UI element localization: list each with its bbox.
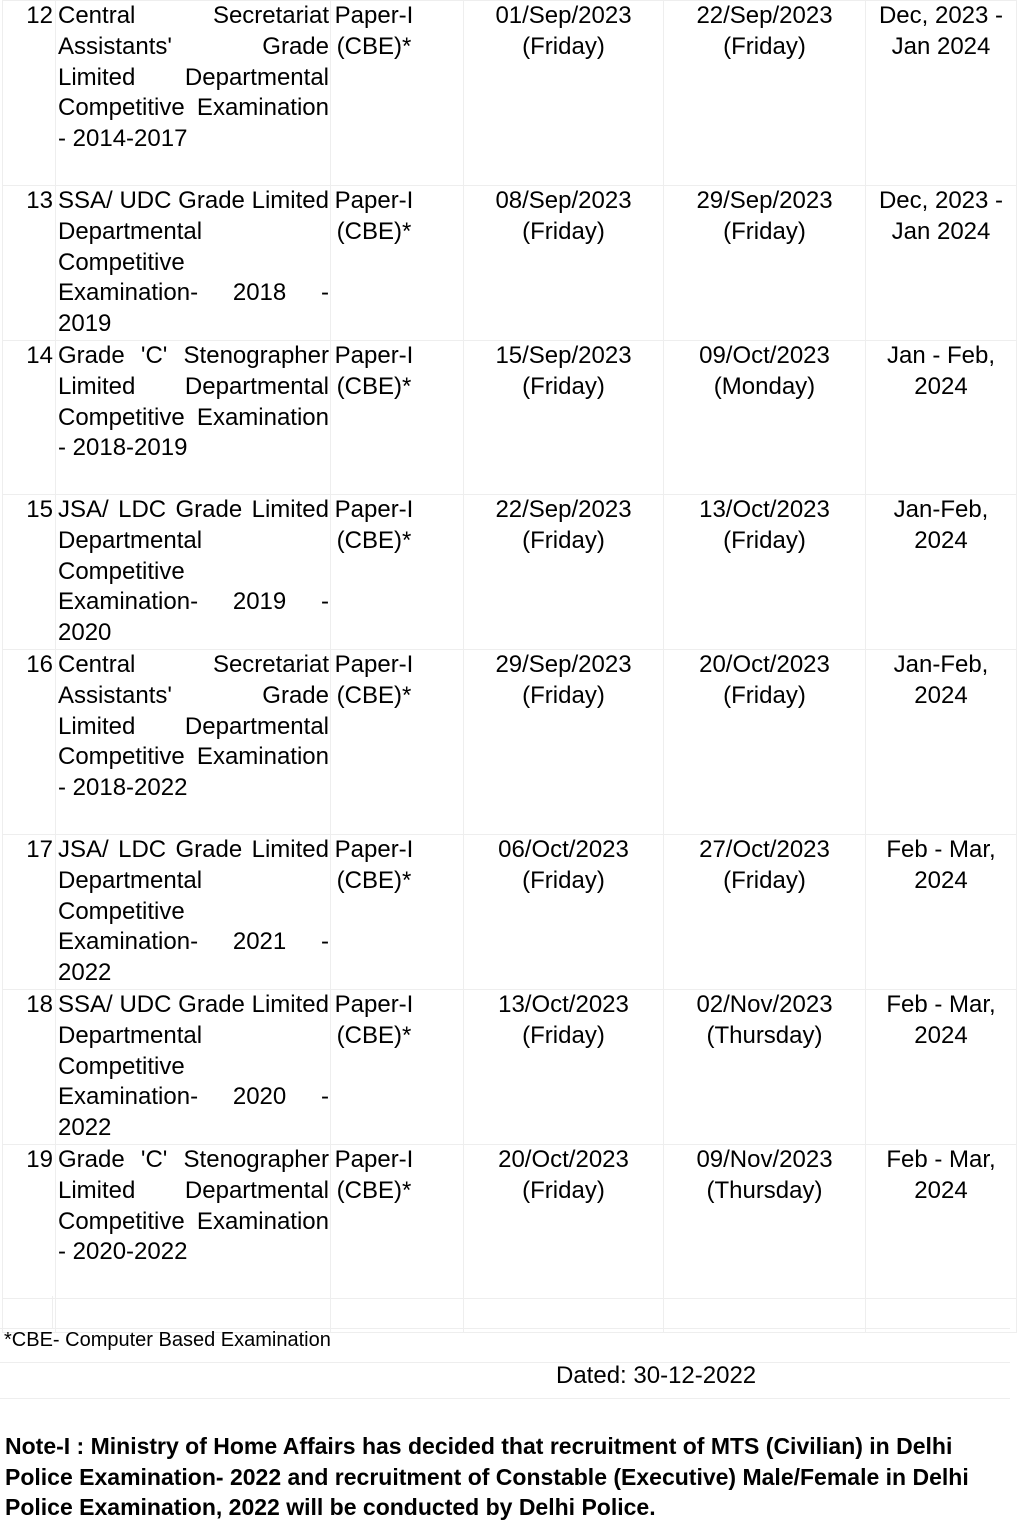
date-weekday: (Friday) [522,372,605,400]
serial-number: 17 [3,834,56,989]
paper-cell [331,1144,464,1298]
paper-mode: (CBE)* [336,866,412,894]
serial-number: 15 [3,494,56,649]
date-weekday: (Thursday) [706,1021,823,1049]
paper-mode: (CBE)* [336,1021,412,1049]
exam-year: 2024 [914,866,968,894]
dated-text: Dated: 30-12-2022 [556,1362,757,1389]
exam-name: SSA/ UDC Grade Limited Departmental Competitive Examination- 2018 - 2019 [56,186,331,341]
table-row [3,340,1017,494]
date-value: 09/Oct/2023 [699,341,830,369]
paper-mode: (CBE)* [336,526,412,554]
table-row [3,1144,1017,1298]
date-cell [464,649,664,834]
date-cell [664,989,866,1144]
date-cell [464,340,664,494]
date-weekday: (Friday) [723,866,806,894]
table-row [3,989,1017,1144]
exam-year: 2024 [914,681,968,709]
date-cell [664,340,866,494]
exam-year: Jan 2024 [891,32,991,60]
date-cell [664,186,866,341]
exam-year: 2024 [914,1021,968,1049]
exam-period: Feb - Mar, [886,835,996,863]
exam-year: 2024 [914,526,968,554]
exam-name: Grade 'C' Stenographer Limited Departmental Competitive Examination - 2018-2019 [56,340,331,494]
date-value: 09/Nov/2023 [696,1145,833,1173]
date-cell [664,1,866,186]
date-value: 02/Nov/2023 [696,990,833,1018]
schedule-rows [3,1,1017,1333]
date-weekday: (Friday) [723,526,806,554]
date-weekday: (Friday) [522,1021,605,1049]
date-cell [664,494,866,649]
note-paragraph: Note-I : Ministry of Home Affairs has decided that recruitment of MTS (Civilian) in Delhi Police Examination- 2022 and recruitment of Constable (Executive) Male/Female in Delhi Police Examination, 2022 will be conducted by Delhi Police. [5,1433,969,1520]
date-weekday: (Friday) [522,217,605,245]
serial-number: 19 [3,1144,56,1298]
date-value: 20/Oct/2023 [699,650,830,678]
exam-period-cell [866,340,1017,494]
exam-period-cell [866,1,1017,186]
date-cell [664,1144,866,1298]
paper-mode: (CBE)* [336,372,412,400]
date-cell [464,1,664,186]
paper-type: Paper-I [334,990,414,1018]
date-weekday: (Monday) [713,372,816,400]
exam-name: JSA/ LDC Grade Limited Departmental Competitive Examination- 2019 - 2020 [56,494,331,649]
paper-cell [331,340,464,494]
date-weekday: (Friday) [522,526,605,554]
divider-line [0,1398,1010,1399]
footnote: *CBE- Computer Based Examination [4,1329,331,1351]
date-cell [464,834,664,989]
date-value: 22/Sep/2023 [696,2,833,29]
paper-cell [331,1,464,186]
exam-name: JSA/ LDC Grade Limited Departmental Competitive Examination- 2021 - 2022 [56,834,331,989]
date-weekday: (Friday) [522,866,605,894]
date-cell [664,834,866,989]
paper-type: Paper-I [334,341,414,369]
paper-cell [331,186,464,341]
exam-name: SSA/ UDC Grade Limited Departmental Competitive Examination- 2020 - 2022 [56,989,331,1144]
exam-period: Jan - Feb, [886,341,996,369]
serial-number: 16 [3,649,56,834]
date-weekday: (Friday) [522,681,605,709]
exam-period-cell [866,834,1017,989]
paper-type: Paper-I [334,187,414,214]
paper-type: Paper-I [334,495,414,523]
table-row [3,1,1017,186]
date-value: 22/Sep/2023 [495,495,632,523]
paper-cell [331,494,464,649]
exam-period: Jan-Feb, [893,650,989,678]
exam-period-cell [866,186,1017,341]
exam-year: 2024 [914,1176,968,1204]
exam-period-cell [866,1144,1017,1298]
date-value: 29/Sep/2023 [696,187,833,214]
paper-type: Paper-I [334,1145,414,1173]
exam-period: Dec, 2023 - [878,187,1004,214]
date-value: 08/Sep/2023 [495,187,632,214]
date-weekday: (Thursday) [706,1176,823,1204]
date-weekday: (Friday) [723,32,806,60]
serial-number: 13 [3,186,56,341]
exam-name: Grade 'C' Stenographer Limited Departmental Competitive Examination - 2020-2022 [56,1144,331,1298]
paper-mode: (CBE)* [336,681,412,709]
date-cell [464,1144,664,1298]
date-weekday: (Friday) [522,1176,605,1204]
date-value: 29/Sep/2023 [495,650,632,678]
table-row [3,494,1017,649]
serial-number: 14 [3,340,56,494]
serial-number: 12 [3,1,56,186]
date-value: 20/Oct/2023 [498,1145,629,1173]
table-row [3,186,1017,341]
exam-period: Jan-Feb, [893,495,989,523]
date-cell [464,494,664,649]
exam-period-cell [866,494,1017,649]
serial-number: 18 [3,989,56,1144]
date-weekday: (Friday) [723,681,806,709]
exam-period: Feb - Mar, [886,990,996,1018]
date-value: 13/Oct/2023 [699,495,830,523]
exam-schedule-table [2,0,1017,1333]
paper-cell [331,989,464,1144]
paper-type: Paper-I [334,2,414,29]
date-value: 13/Oct/2023 [498,990,629,1018]
date-cell [664,649,866,834]
table-row [3,834,1017,989]
exam-period-cell [866,649,1017,834]
paper-mode: (CBE)* [336,1176,412,1204]
date-weekday: (Friday) [522,32,605,60]
date-value: 01/Sep/2023 [495,2,632,29]
divider-line [0,1362,1010,1363]
exam-name: Central Secretariat Assistants' Grade Limited Departmental Competitive Examination - 2018-2022 [56,649,331,834]
exam-year: 2024 [914,372,968,400]
date-cell [464,989,664,1144]
paper-mode: (CBE)* [336,217,412,245]
date-value: 06/Oct/2023 [498,835,629,863]
paper-type: Paper-I [334,650,414,678]
paper-cell [331,834,464,989]
date-value: 15/Sep/2023 [495,341,632,369]
paper-mode: (CBE)* [336,32,412,60]
date-weekday: (Friday) [723,217,806,245]
paper-type: Paper-I [334,835,414,863]
column-divider [52,1296,53,1329]
paper-cell [331,649,464,834]
exam-period-cell [866,989,1017,1144]
date-value: 27/Oct/2023 [699,835,830,863]
table-row [3,649,1017,834]
exam-period: Dec, 2023 - [878,2,1004,29]
date-cell [464,186,664,341]
exam-name: Central Secretariat Assistants' Grade Limited Departmental Competitive Examination - 2014-2017 [56,1,331,186]
exam-period: Feb - Mar, [886,1145,996,1173]
exam-year: Jan 2024 [891,217,991,245]
